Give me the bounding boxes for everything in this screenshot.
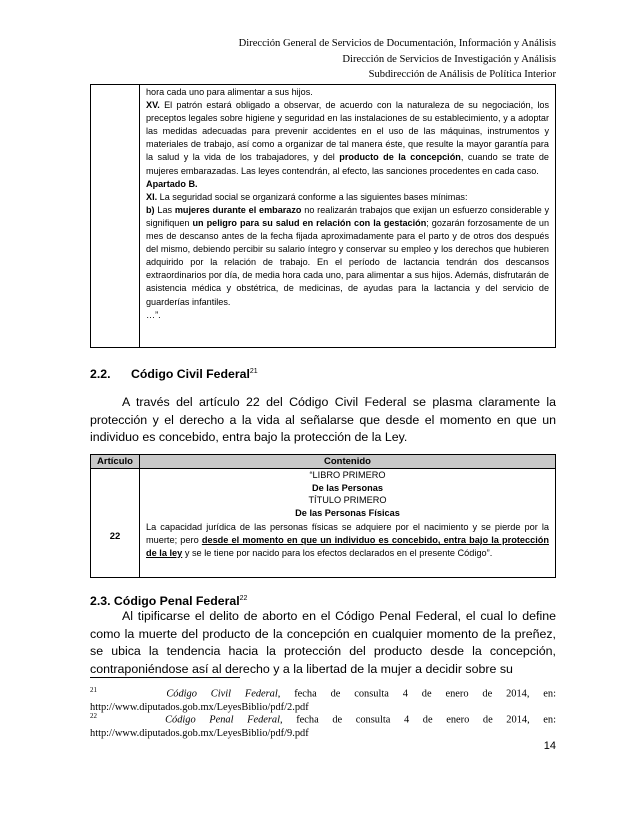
subsection-b-bold-2: un peligro para su salud en relación con la gestación — [192, 217, 427, 228]
paragraph-2-2: A través del artículo 22 del Código Civil Federal se plasma claramente la protección y el derecho a la vida al señalarse que desde el momento en que un individuo es concebido, entra bajo la protección de la Ley. — [90, 395, 556, 445]
fraction-xv-text-b: , cuando se trate de mujeres embarazadas. Las leyes contendrán, al efecto, las sanciones procedentes en cada caso. — [146, 152, 549, 176]
footnote-ref-21: 21 — [249, 367, 258, 375]
section-2-3-heading — [90, 594, 247, 608]
section-title: Código Civil Federal — [131, 367, 250, 381]
column-header-article: Artículo — [91, 455, 140, 469]
page-number: 14 — [543, 740, 556, 752]
footnote-22 — [90, 710, 556, 740]
table-empty-cell — [91, 85, 140, 347]
subsection-b-text-c: ; gozarán forzosamente de un mes de descanso antes de la fecha fijada aproximadamente para el parto y de otros dos después del mismo, debiendo percibir su salario íntegro y conservar su empleo y los derechos que hubieren adquirido por la relación de trabajo. En el período de lactancia tendrán dos descansos extraordinarios por día, de media hora cada uno, para alimentar a sus hijos. Además, disfrutarán de asistencia médica y obstétrica, de medicinas, de ayudas para la lactancia y del servicio de guarderías infantiles. — [146, 217, 550, 307]
page-header — [136, 36, 556, 83]
article-text-emphasis: desde el momento en que un individuo es concebido, entra bajo la protección de la ley — [146, 534, 550, 558]
article-text-a: La capacidad jurídica de las personas físicas se adquiere por el nacimiento y se pierde por la muerte; pero — [146, 522, 549, 545]
libro-primero: “LIBRO PRIMERO — [309, 470, 386, 480]
footnote-divider — [90, 677, 240, 678]
section-number: 2.2. — [90, 367, 111, 381]
quote-end: …”. — [146, 309, 161, 320]
apartado-b — [146, 178, 549, 191]
footnote-ref-22: 22 — [239, 594, 248, 602]
fraction-xi-label: XI. — [146, 191, 158, 202]
subsection-b-label: b) — [146, 204, 155, 215]
subsection-b-text-a: Las — [154, 204, 175, 215]
fraction-xi-text: La seguridad social se organizará conforme a las siguientes bases mínimas: — [157, 191, 468, 202]
article-number: 22 — [109, 531, 121, 542]
footnote-url: http://www.diputados.gob.mx/LeyesBiblio/pdf/9.pdf — [90, 727, 309, 739]
subsection-b — [146, 204, 549, 309]
table-content-cell — [140, 85, 555, 347]
section-2-2-heading — [90, 367, 258, 381]
apartado-b-label: Apartado B. — [146, 178, 198, 189]
constitution-quote-table — [90, 84, 556, 348]
header-line-2: Dirección de Servicios de Investigación y Análisis — [342, 53, 556, 65]
paragraph-2-3: Al tipificarse el delito de aborto en el Código Penal Federal, el cual lo define como la muerte del producto de la concepción en cualquier momento de la preñez, se ubica la tendencia hacia la protección del producto desde la concepción, contraponiéndose así al derecho y a la libertad de la mujer a decidir sobre su — [90, 609, 556, 676]
subsection-b-bold-1: mujeres durante el embarazo — [174, 204, 302, 215]
footnote-number: 21 — [90, 686, 97, 694]
article-text-b: y se le tiene por nacido para los efectos declarados en el presente Código”. — [182, 547, 493, 558]
article-22-text — [146, 521, 549, 559]
fraction-xi — [146, 191, 549, 204]
fraction-xv-text-a: El patrón estará obligado a observar, de acuerdo con la naturaleza de su negociación, los preceptos legales sobre higiene y seguridad en las instalaciones de su establecimiento, y a adoptar las medidas adecuadas para prevenir accidentes en el uso de las máquinas, instrumentos y materiales de trabajo, así como a organizar de tal manera éste, que resulte la mayor garantía para la salud y la vida de los trabajadores, y del — [146, 100, 549, 163]
fraction-xv — [146, 99, 549, 178]
fraction-xv-bold: producto de la concepción — [339, 152, 461, 163]
section-title: 2.3. Código Penal Federal — [90, 594, 240, 608]
footnote-number: 22 — [90, 712, 97, 720]
footnote-text: , fecha de consulta 4 de enero de 2014, en: — [277, 688, 556, 700]
article-content-cell — [140, 469, 555, 577]
quote-line: hora cada uno para alimentar a sus hijos. — [146, 87, 313, 97]
article-number-cell — [91, 469, 140, 577]
footnote-url: http://www.diputados.gob.mx/LeyesBiblio/pdf/2.pdf — [90, 701, 309, 713]
subsection-b-text-b: no realizarán trabajos que exijan un esfuerzo considerable y signifiquen — [146, 204, 550, 228]
header-line-1: Dirección General de Servicios de Documentación, Información y Análisis — [238, 38, 556, 49]
column-header-content: Contenido — [140, 455, 555, 469]
personas-fisicas: De las Personas Físicas — [295, 507, 400, 518]
footnote-title: Código Civil Federal — [166, 688, 278, 700]
footnote-text: , fecha de consulta 4 de enero de 2014, en: — [280, 714, 556, 726]
article-22-table — [90, 454, 556, 578]
footnote-title: Código Penal Federal — [165, 714, 281, 726]
de-las-personas: De las Personas — [312, 482, 383, 493]
titulo-primero: TÍTULO PRIMERO — [308, 495, 387, 506]
fraction-xv-label: XV. — [146, 100, 160, 111]
header-line-3: Subdirección de Análisis de Política Interior — [368, 69, 556, 80]
